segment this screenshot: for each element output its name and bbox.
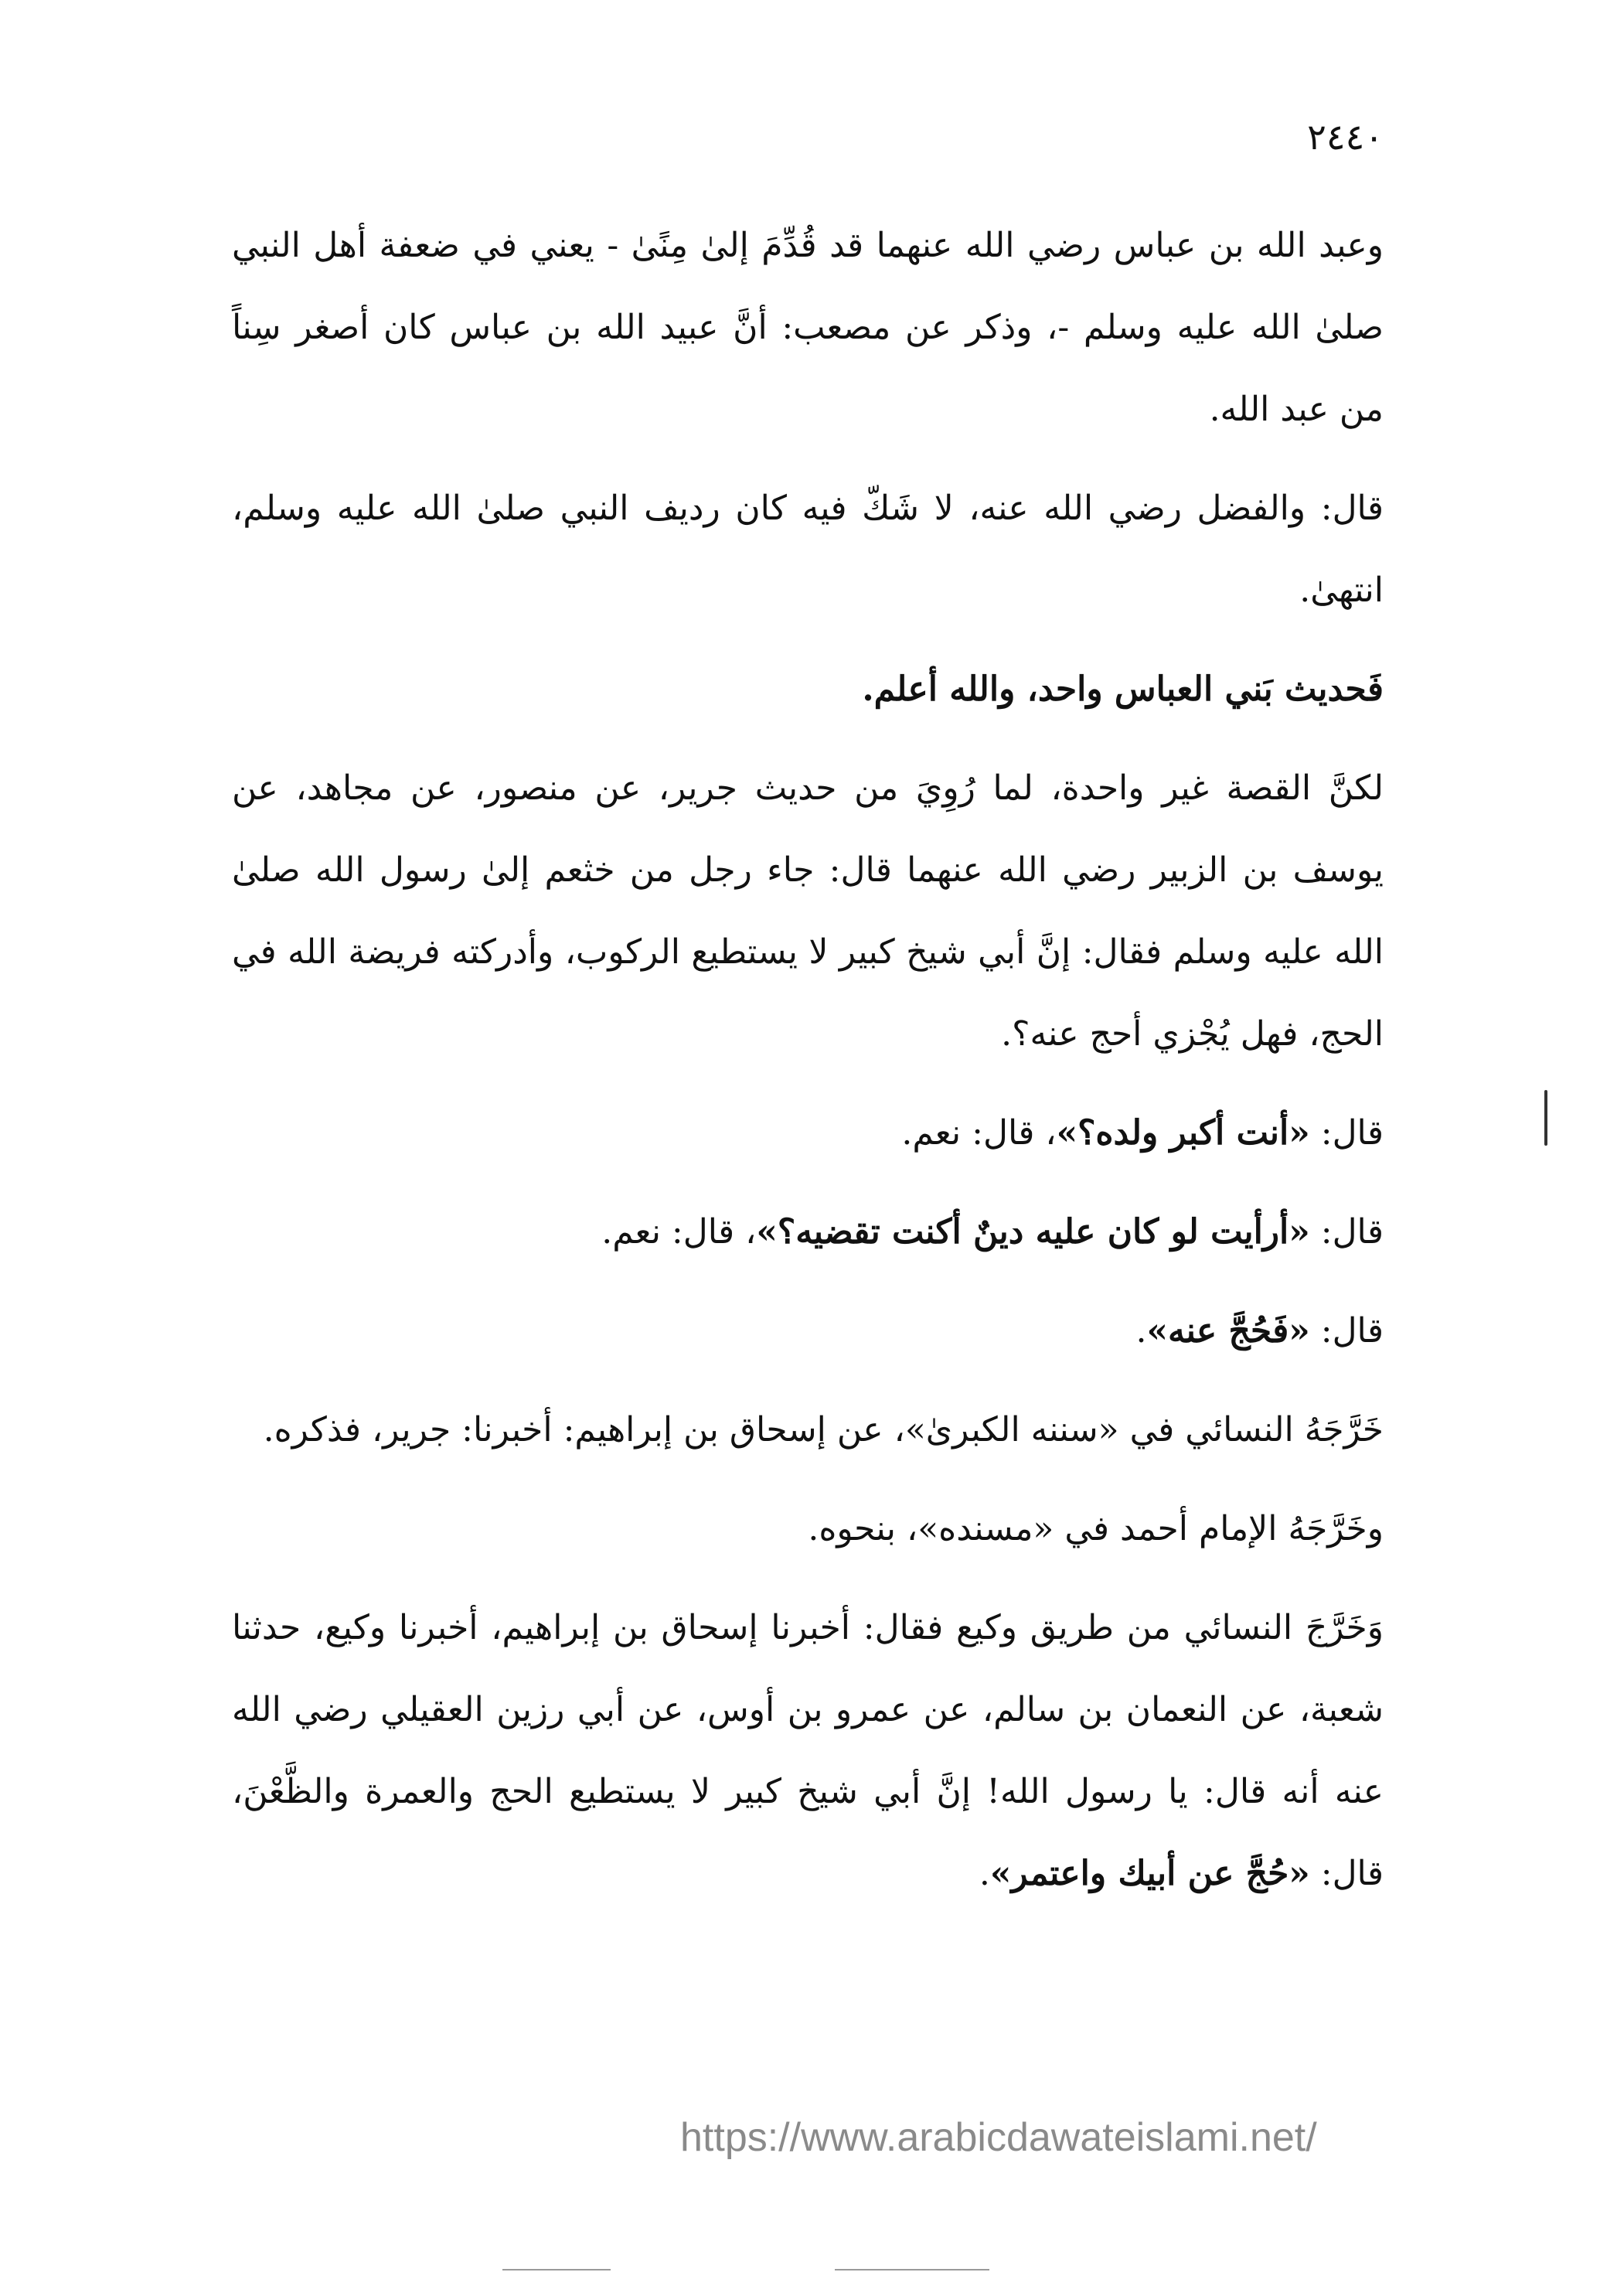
dialogue-2-quote: «أرأيت لو كان عليه دينٌ أكنت تقضيه؟» <box>756 1212 1310 1252</box>
dialogue-3-quote: «فَحُجَّ عنه» <box>1146 1311 1310 1351</box>
dialogue-2-pre: قال: <box>1309 1212 1384 1252</box>
paragraph-dialogue-3 <box>232 1290 1384 1372</box>
dialogue-1-pre: قال: <box>1309 1113 1384 1153</box>
dialogue-2-post: ، قال: نعم. <box>601 1212 757 1252</box>
paragraph-dialogue-1 <box>232 1092 1384 1174</box>
paragraph-fadl: قال: والفضل رضي الله عنه، لا شَكّ فيه كان رديف النبي صلىٰ الله عليه وسلم، انتهىٰ. <box>232 489 1384 610</box>
waki-chain-post: . <box>979 1854 990 1893</box>
page-number: ٢٤٤٠ <box>1307 116 1384 158</box>
dialogue-1-post: ، قال: نعم. <box>901 1113 1057 1153</box>
watermark-url: https://www.arabicdawateislami.net/ <box>680 2115 1317 2160</box>
paragraph-ibn-abbas: وعبد الله بن عباس رضي الله عنهما قد قُدِّمَ إلىٰ مِنًىٰ - يعني في ضعفة أهل النبي صلىٰ الله عليه وسلم -، وذكر عن مصعب: أنَّ عبيد الله بن عباس كان أصغر سِناً من عبد الله. <box>232 226 1384 429</box>
bottom-rule-right <box>835 2269 989 2270</box>
paragraph-conclusion: فَحديث بَني العباس واحد، والله أعلم. <box>862 669 1384 709</box>
waki-chain-pre: وَخَرَّجَ النسائي من طريق وكيع فقال: أخبرنا إسحاق بن إبراهيم، أخبرنا وكيع، حدثنا شعبة، عن النعمان بن سالم، عن عمرو بن أوس، عن أبي رزين العقيلي رضي الله عنه أنه قال: يا رسول الله! إنَّ أبي شيخ كبير لا يستطيع الحج والعمرة والظَّعْنَ، قال: <box>232 1608 1384 1893</box>
paragraph-nasai-source: خَرَّجَهُ النسائي في «سننه الكبرىٰ»، عن إسحاق بن إبراهيم: أخبرنا: جرير، فذكره. <box>263 1410 1384 1449</box>
paragraph-dialogue-2 <box>232 1191 1384 1273</box>
paragraph-khathaam-hadith: لكنَّ القصة غير واحدة، لما رُوِيَ من حديث جرير، عن منصور، عن مجاهد، عن يوسف بن الزبير رضي الله عنهما قال: جاء رجل من خثعم إلىٰ رسول الله صلىٰ الله عليه وسلم فقال: إنَّ أبي شيخ كبير لا يستطيع الركوب، وأدركته فريضة الله في الحج، فهل يُجْزي أحج عنه؟. <box>232 768 1384 1054</box>
margin-mark <box>1544 1090 1547 1146</box>
paragraph-waki-chain <box>232 1587 1384 1915</box>
dialogue-3-pre: قال: <box>1309 1311 1384 1351</box>
body-text <box>232 205 1384 1932</box>
waki-chain-quote: «حُجَّ عن أبيك واعتمر» <box>989 1854 1310 1893</box>
paragraph-ahmad-source: وخَرَّجَهُ الإمام أحمد في «مسنده»، بنحوه. <box>808 1509 1384 1548</box>
dialogue-1-quote: «أنت أكبر ولده؟» <box>1056 1113 1310 1153</box>
bottom-rule-left <box>502 2269 611 2270</box>
dialogue-3-post: . <box>1135 1311 1147 1351</box>
